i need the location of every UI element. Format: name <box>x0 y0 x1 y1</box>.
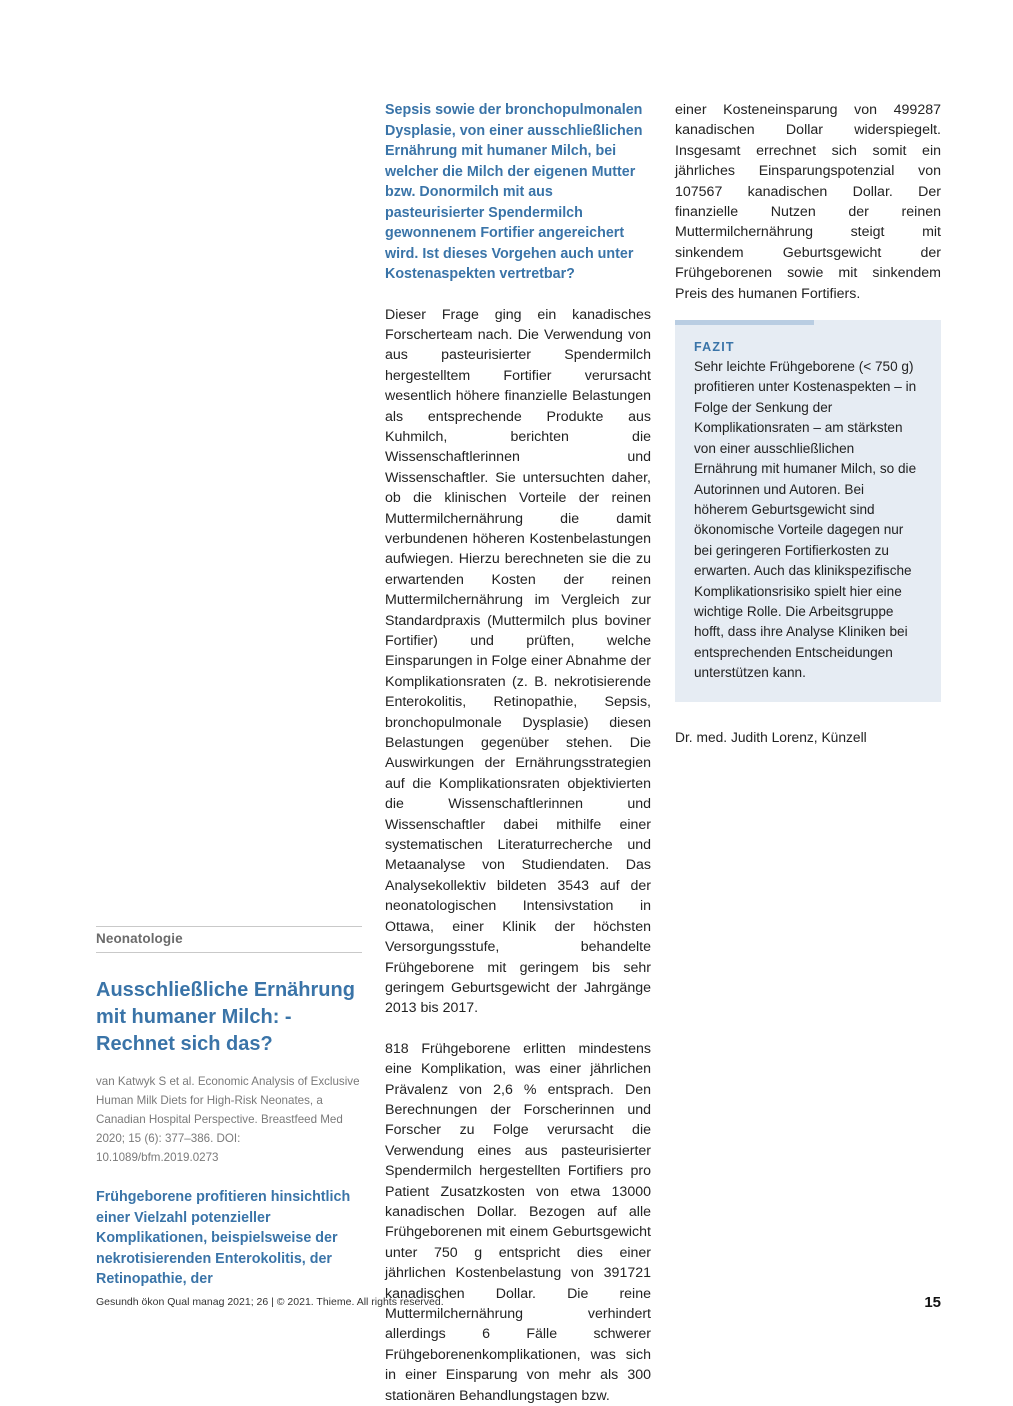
section-label: Neonatologie <box>96 926 362 953</box>
fazit-accent-bar <box>675 320 814 325</box>
body-paragraph-3: einer Kosteneinsparung von 499287 kanadischen Dollar widerspiegelt. Insgesamt errechnet sich somit ein jährliches Einsparungspotenzial von 107567 kanadischen Dollar. Der finanzielle Nutzen der reinen Muttermilchernährung steigt mit sinkendem Geburtsgewicht der Frühgeborenen sowie mit sinkendem Preis des humanen Fortifiers. <box>675 102 941 302</box>
body-paragraph-1: Dieser Frage ging ein kanadisches Forscherteam nach. Die Verwendung von aus pasteurisierter Spendermilch hergestelltem Fortifier verursacht wesentlich höhere finanzielle Belastungen als entsprechende Produkte aus Kuhmilch, berichten die Wissenschaftlerinnen und Wissenschaftler. Sie untersuchten daher, ob die klinischen Vorteile der reinen Muttermilchernährung die damit verbundenen höheren Kostenbelastungen aufwiegen. Hierzu berechneten sie die zu erwartenden Kosten der reinen Muttermilchernährung im Vergleich zur Standardpraxis (Muttermilch plus boviner Fortifier) und prüften, welche Einsparungen in Folge einer Abnahme der Komplikationsraten (z. B. nekrotisierende Enterokolitis, Retinopathie, Sepsis, bronchopulmonale Dysplasie) diesen Belastungen gegenüber stehen. Die Auswirkungen der Ernährungsstrategien auf die Komplikationsraten objektivierten die Wissenschaftlerinnen und Wissenschaftler dabei mithilfe einer systematischen Literaturrecherche und Metaanalyse von Studiendaten. Das Analysekollektiv bildeten 3543 auf der neonatologischen Intensivstation in Ottawa, einer Klinik der höchsten Versorgungsstufe, behandelte Frühgeborene mit geringem bis sehr geringem Geburtsgewicht der Jahrgänge 2013 bis 2017. <box>385 306 651 1017</box>
right-column <box>675 100 941 748</box>
article-reference: van Katwyk S et al. Economic Analysis of Exclusive Human Milk Diets for High-Risk Neonates, a Canadian Hospital Perspective. Breastfeed Med 2020; 15 (6): 377–386. DOI: 10.1089/bfm.2019.0273 <box>96 1075 360 1164</box>
middle-column <box>385 100 651 1406</box>
body-paragraph-2: 818 Frühgeborene erlitten mindestens eine Komplikation, was einer jährlichen Prävalenz von 2,6 % entsprach. Den Berechnungen der Forscherinnen und Forscher zu Folge verursacht die Verwendung eines aus pasteurisierter Spendermilch hergestellten Fortifiers pro Patient Zusatzkosten von etwa 13000 kanadischen Dollar. Bezogen auf alle Frühgeborenen mit einem Geburtsgewicht unter 750 g entspricht dies einer jährlichen Kostenbelastung von 391721 kanadischen Dollar. Die reine Muttermilchernährung verhindert allerdings 6 Fälle schwerer Frühgeborenenkomplikationen, was sich in einer Einsparung von mehr als 300 stationären Behandlungstagen bzw. <box>385 1040 651 1404</box>
lead-paragraph-end: Sepsis sowie der bronchopulmonalen Dysplasie, von einer ausschließlichen Ernährung mit humaner Milch, bei welcher die Milch der eigenen Mutter bzw. Donormilch mit aus pasteurisierter Spendermilch gewonnenem Fortifier angereichert wird. Ist dieses Vorgehen auch unter Kostenaspekten vertretbar? <box>385 102 643 282</box>
fazit-title: FAZIT <box>694 340 735 355</box>
fazit-text: Sehr leichte Frühgeborene (< 750 g) profitieren unter Kostenaspekten – in Folge der Senkung der Komplikationsraten – am stärksten von einer ausschließlichen Ernährung mit humaner Milch, so die Autorinnen und Autoren. Bei höherem Geburtsgewicht sind ökonomische Vorteile dagegen nur bei geringeren Fortifierkosten zu erwarten. Auch das klinikspezifische Komplikationsrisiko spielt hier eine wichtige Rolle. Die Arbeitsgruppe hofft, dass ihre Analyse Kliniken bei entsprechenden Entscheidungen unterstützen kann. <box>694 359 917 681</box>
lead-paragraph-start: Frühgeborene profitieren hinsichtlich einer Vielzahl potenzieller Komplikationen, beispielsweise der nekrotisierenden Enterokolitis, der Retinopathie, der <box>96 1189 351 1287</box>
left-column <box>96 926 362 1290</box>
footer-citation: Gesundh ökon Qual manag 2021; 26 | © 2021. Thieme. All rights reserved. <box>96 1296 444 1308</box>
fazit-box <box>675 320 941 702</box>
article-title: Ausschließliche Ernährung mit humaner Milch: - Rechnet sich das? <box>96 979 355 1055</box>
page-number: 15 <box>924 1294 941 1311</box>
author-line: Dr. med. Judith Lorenz, Künzell <box>675 729 867 745</box>
